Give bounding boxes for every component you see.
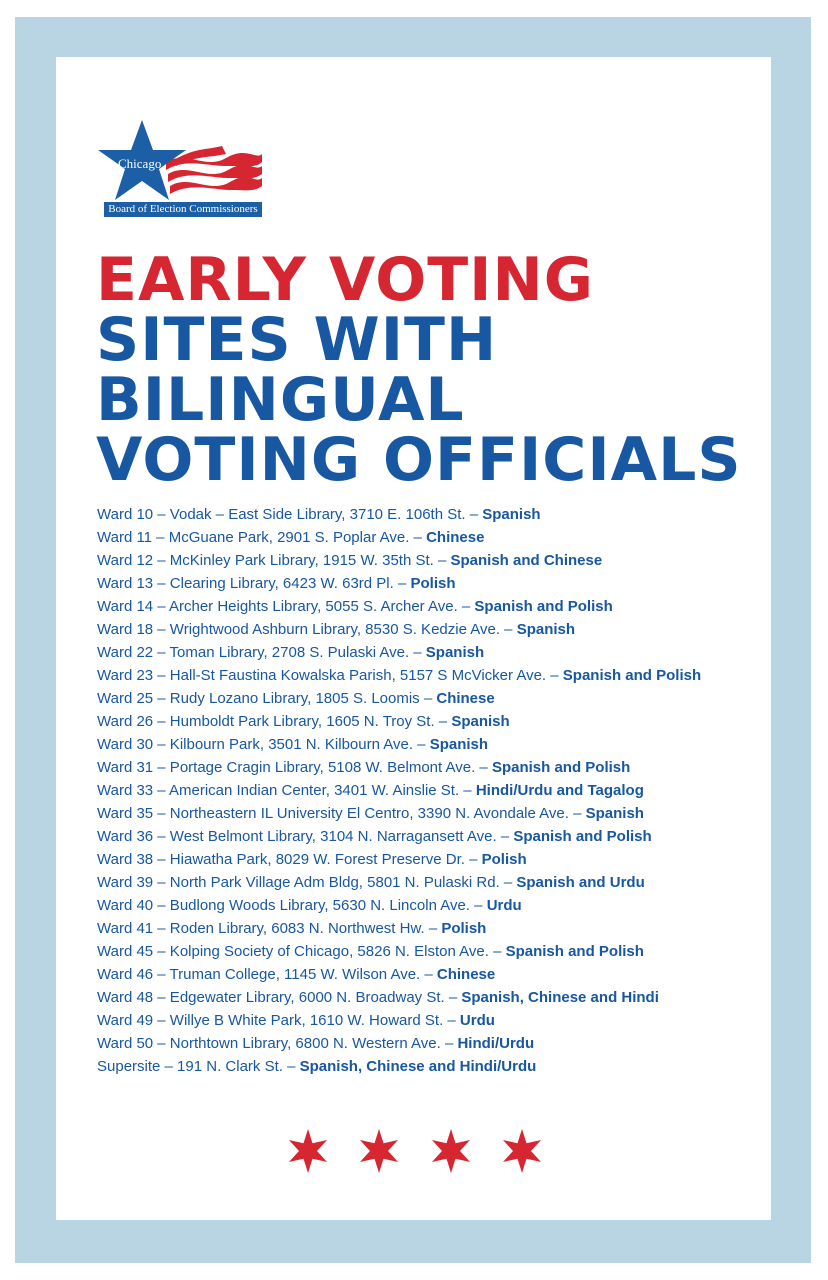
site-language: Spanish and Polish [474, 598, 613, 615]
site-location: Ward 18 – Wrightwood Ashburn Library, 8530 S. Kedzie Ave. – [97, 621, 517, 638]
site-language: Polish [481, 851, 527, 868]
voting-site-item [97, 595, 797, 618]
star-icon [356, 1128, 402, 1174]
title-line-2: SITES WITH [96, 305, 498, 375]
site-language: Chinese [436, 966, 496, 983]
site-language: Spanish [425, 644, 485, 661]
voting-site-list [97, 503, 797, 1078]
site-language: Spanish and Polish [513, 828, 652, 845]
voting-site-item [97, 986, 797, 1009]
voting-site-item [97, 848, 797, 871]
site-location: Ward 13 – Clearing Library, 6423 W. 63rd Pl. – [97, 575, 411, 592]
site-location: Ward 35 – Northeastern IL University El Centro, 3390 N. Avondale Ave. – [97, 805, 586, 822]
site-location: Ward 30 – Kilbourn Park, 3501 N. Kilbourn Ave. – [97, 736, 430, 753]
site-language: Spanish [429, 736, 489, 753]
voting-site-item [97, 871, 797, 894]
site-language: Spanish, Chinese and Hindi [461, 989, 659, 1006]
title-line-3: BILINGUAL [96, 365, 465, 435]
site-location: Ward 48 – Edgewater Library, 6000 N. Broadway St. – [97, 989, 462, 1006]
voting-site-item [97, 687, 797, 710]
site-location: Ward 33 – American Indian Center, 3401 W. Ainslie St. – [97, 782, 476, 799]
star-icon [428, 1128, 474, 1174]
voting-site-item [97, 1055, 797, 1078]
voting-site-item [97, 1009, 797, 1032]
site-language: Polish [410, 575, 456, 592]
voting-site-item [97, 756, 797, 779]
voting-site-item [97, 710, 797, 733]
title-line-1: EARLY VOTING [96, 245, 594, 315]
site-language: Spanish [585, 805, 644, 822]
chicago-stars [285, 1128, 545, 1178]
voting-site-item [97, 618, 797, 641]
site-language: Chinese [426, 529, 485, 546]
site-location: Ward 46 – Truman College, 1145 W. Wilson Ave. – [97, 966, 437, 983]
site-language: Spanish, Chinese and Hindi/Urdu [299, 1058, 537, 1075]
voting-site-item [97, 963, 797, 986]
voting-site-item [97, 733, 797, 756]
logo-city-text: Chicago [118, 156, 162, 171]
star-icon [499, 1128, 545, 1174]
site-location: Ward 31 – Portage Cragin Library, 5108 W. Belmont Ave. – [97, 759, 492, 776]
site-location: Ward 11 – McGuane Park, 2901 S. Poplar Ave. – [97, 529, 427, 546]
site-location: Ward 26 – Humboldt Park Library, 1605 N. Troy St. – [97, 713, 452, 730]
voting-site-item [97, 894, 797, 917]
voting-site-item [97, 1032, 797, 1055]
site-language: Spanish and Polish [562, 667, 702, 684]
voting-site-item [97, 572, 797, 595]
site-location: Ward 41 – Roden Library, 6083 N. Northwest Hw. – [97, 920, 442, 937]
poster-title [96, 245, 776, 495]
voting-site-item [97, 641, 797, 664]
site-location: Ward 25 – Rudy Lozano Library, 1805 S. Loomis – [97, 690, 437, 707]
logo-org-name: Board of Election Commissioners [104, 202, 262, 217]
site-location: Ward 14 – Archer Heights Library, 5055 S. Archer Ave. – [97, 598, 475, 615]
site-language: Spanish and Urdu [516, 874, 645, 891]
site-location: Ward 22 – Toman Library, 2708 S. Pulaski Ave. – [97, 644, 426, 661]
voting-site-item [97, 549, 797, 572]
site-location: Ward 23 – Hall-St Faustina Kowalska Parish, 5157 S McVicker Ave. – [97, 667, 563, 684]
site-language: Hindi/Urdu [457, 1035, 535, 1052]
site-location: Ward 12 – McKinley Park Library, 1915 W. 35th St. – [97, 552, 451, 569]
site-location: Ward 39 – North Park Village Adm Bldg, 5801 N. Pulaski Rd. – [97, 874, 517, 891]
site-location: Ward 49 – Willye B White Park, 1610 W. Howard St. – [97, 1012, 460, 1029]
site-language: Spanish [482, 506, 541, 523]
voting-site-item [97, 825, 797, 848]
site-location: Ward 10 – Vodak – East Side Library, 3710 E. 106th St. – [97, 506, 483, 523]
site-language: Spanish and Chinese [450, 552, 603, 569]
title-line-4: VOTING OFFICIALS [96, 425, 742, 495]
site-location: Ward 45 – Kolping Society of Chicago, 5826 N. Elston Ave. – [97, 943, 506, 960]
site-language: Spanish and Polish [505, 943, 644, 960]
site-location: Ward 50 – Northtown Library, 6800 N. Western Ave. – [97, 1035, 458, 1052]
voting-site-item [97, 503, 797, 526]
site-language: Urdu [486, 897, 522, 914]
voting-site-item [97, 940, 797, 963]
voting-site-item [97, 917, 797, 940]
site-language: Spanish [451, 713, 510, 730]
voting-site-item [97, 779, 797, 802]
site-location: Ward 38 – Hiawatha Park, 8029 W. Forest Preserve Dr. – [97, 851, 482, 868]
site-location: Ward 36 – West Belmont Library, 3104 N. Narragansett Ave. – [97, 828, 514, 845]
voting-site-item [97, 526, 797, 549]
site-location: Ward 40 – Budlong Woods Library, 5630 N. Lincoln Ave. – [97, 897, 487, 914]
site-language: Polish [441, 920, 487, 937]
site-language: Chinese [436, 690, 495, 707]
site-location: Supersite – 191 N. Clark St. – [97, 1058, 300, 1075]
voting-site-item [97, 802, 797, 825]
chicago-board-logo [96, 120, 264, 220]
star-icon [285, 1128, 331, 1174]
voting-site-item [97, 664, 797, 687]
site-language: Urdu [459, 1012, 495, 1029]
site-language: Spanish [516, 621, 576, 638]
site-language: Hindi/Urdu and Tagalog [475, 782, 644, 799]
site-language: Spanish and Polish [491, 759, 631, 776]
